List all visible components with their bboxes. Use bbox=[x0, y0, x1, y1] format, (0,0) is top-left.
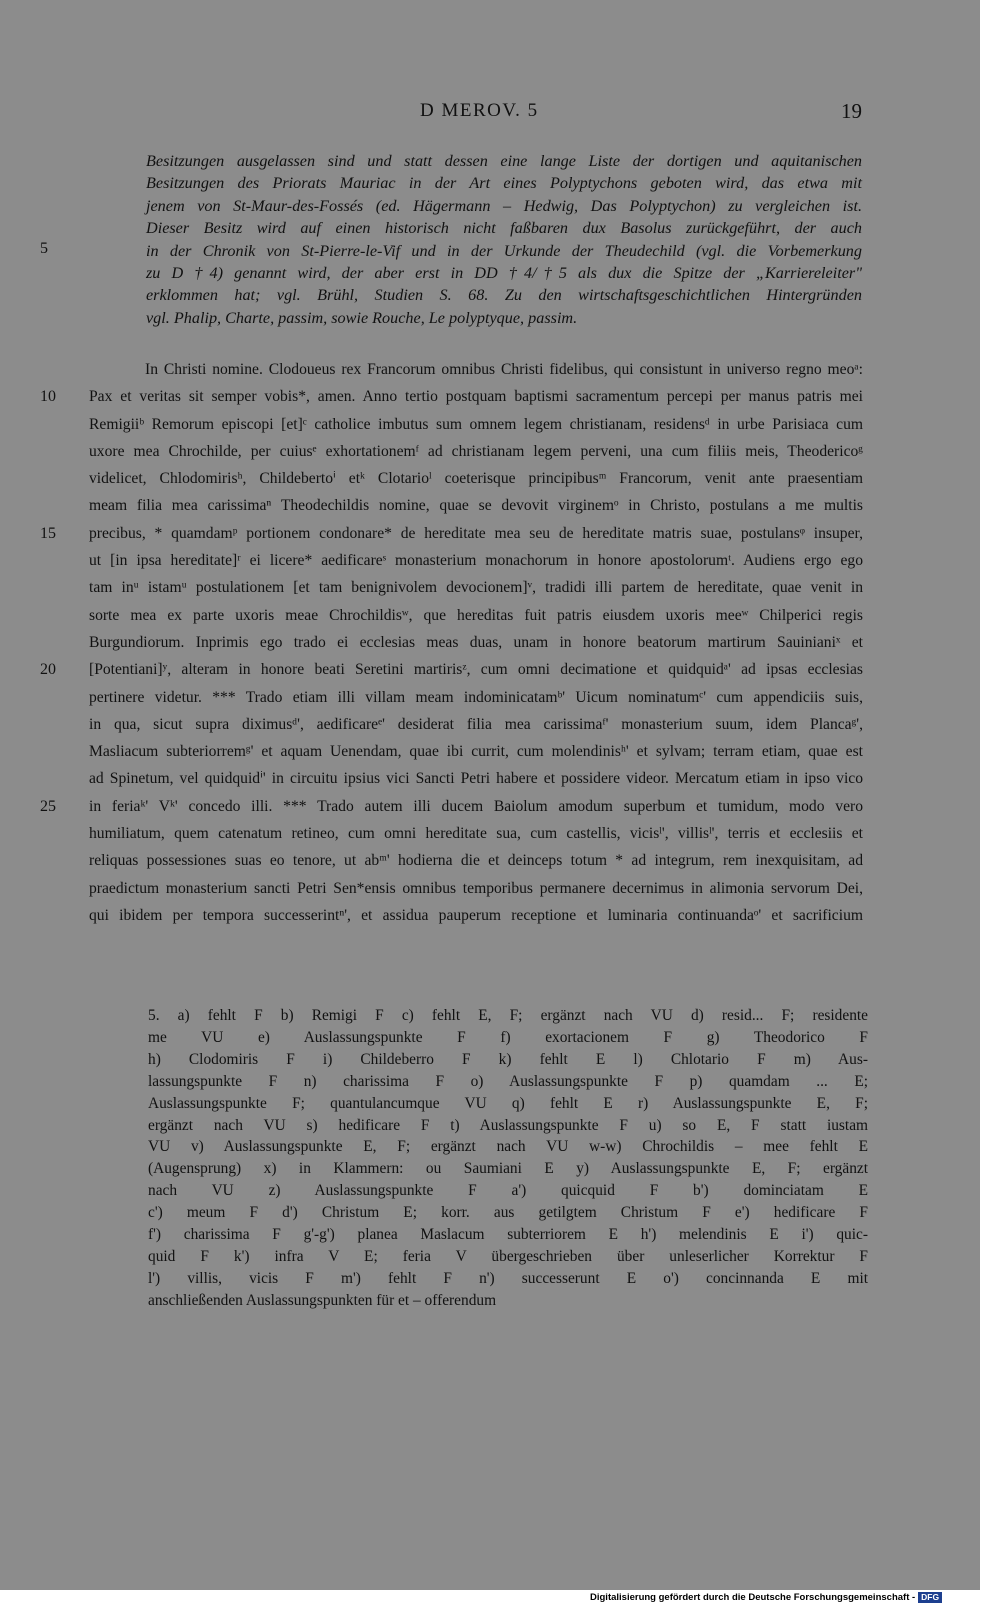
apparatus-line: Auslassungspunkte F; quantulancumque VU q) fehlt E r) Auslassungspunkte E, F; bbox=[148, 1094, 868, 1112]
intro-line: erklommen hat; vgl. Brühl, Studien S. 68. Zu den wirtschaftsgeschichtlichen Hintergründen bbox=[146, 286, 862, 305]
line-number: 20 bbox=[40, 661, 56, 678]
apparatus-line: me VU e) Auslassungspunkte F f) exortacionem F g) Theodorico F bbox=[148, 1028, 868, 1046]
intro-line: Besitzungen ausgelassen sind und statt dessen eine lange Liste der dortigen und aquitanischen bbox=[146, 152, 862, 170]
line-number: 10 bbox=[40, 388, 56, 405]
dfg-logo: DFG bbox=[918, 1592, 942, 1603]
intro-line: in der Chronik von St-Pierre-le-Vif und in der Urkunde der Theudechild (vgl. die Vorbemerkung bbox=[146, 241, 862, 260]
apparatus-line: f') charissima F g'-g') planea Maslacum subterriorem E h') melendinis E i') quic- bbox=[148, 1226, 868, 1244]
charter-line: in qua, sicut supra diximusᵈ', aedificareᵉ' desiderat filia mea carissimaᶠ' monasterium suum, idem Plancaᵍ', bbox=[89, 715, 863, 733]
apparatus-line: anschließenden Auslassungspunkten für et – offerendum bbox=[148, 1291, 497, 1309]
intro-line: Besitzungen des Priorats Mauriac in der Art eines Polyptychons geboten wird, das etwa mit bbox=[146, 174, 862, 193]
charter-line: uxore mea Chrochilde, per cuiusᵉ exhortationemᶠ ad christianam legem perveni, una cum filiis meis, Theodericoᵍ bbox=[89, 442, 863, 460]
intro-line: zu D †4) genannt wird, der aber erst in DD †4/†5 als dux die Spitze der „Karriereleiter" bbox=[146, 264, 862, 283]
charter-line: Masliacum subteriorremᵍ' et aquam Uenendam, quae ibi currit, cum molendinisʰ' et sylvam; terram etiam, quae est bbox=[89, 743, 863, 761]
charter-line: In Christi nomine. Clodoueus rex Francorum omnibus Christi fidelibus, qui consistunt in universo regno meoᵃ: bbox=[145, 361, 863, 378]
apparatus-line: VU v) Auslassungspunkte E, F; ergänzt nach VU w-w) Chrochildis – mee fehlt E bbox=[148, 1138, 868, 1156]
line-number: 15 bbox=[40, 525, 56, 542]
apparatus-line: h) Clodomiris F i) Childeberro F k) fehlt E l) Chlotario F m) Aus- bbox=[148, 1050, 868, 1068]
intro-line: jenem von St-Maur-des-Fossés (ed. Hägermann – Hedwig, Das Polyptychon) zu vergleichen ist. bbox=[146, 196, 862, 215]
apparatus-line: nach VU z) Auslassungspunkte F a') quicquid F b') dominciatam E bbox=[148, 1182, 868, 1200]
charter-text bbox=[89, 356, 863, 929]
intro-line: vgl. Phalip, Charte, passim, sowie Rouche, Le polyptyque, passim. bbox=[146, 308, 578, 327]
apparatus-line: quid F k') infra V E; feria V übergeschrieben über unleserlicher Korrektur F bbox=[148, 1247, 868, 1265]
footer-credit bbox=[590, 1592, 942, 1603]
charter-line: reliquas possessiones suas eo tenore, ut abᵐ' hodierna die et deinceps totum * ad integrum, rem inexquisitam, ad bbox=[89, 852, 863, 870]
charter-line: Remigiiᵇ Remorum episcopi [et]ᶜ catholice imbutus sum omnem legem christianam, residensᵈ in urbe Parisiaca cum bbox=[89, 415, 863, 433]
charter-line: videlicet, Chlodomirisʰ, Childebertoⁱ etᵏ Clotarioˡ coeterisque principibusᵐ Francorum, venit ante praesentiam bbox=[89, 470, 863, 488]
charter-line: qui ibidem per tempora successerintⁿ', et assidua pauperum receptione et luminaria continuandaᵒ' et sacrificium bbox=[89, 906, 863, 924]
charter-line: pertinere videtur. *** Trado etiam illi villam meam indominicatamᵇ' Uicum nominatumᶜ' cum appendiciis suis, bbox=[89, 688, 863, 706]
apparatus-line: 5. a) fehlt F b) Remigi F c) fehlt E, F; ergänzt nach VU d) resid... F; residente bbox=[148, 1007, 868, 1024]
intro-paragraph bbox=[146, 150, 862, 329]
line-number: 25 bbox=[40, 798, 56, 815]
charter-line: Pax et veritas sit semper vobis*, amen. Anno tertio postquam baptismi sacramentum percepi per manus patris mei bbox=[89, 388, 863, 406]
charter-line: tam inᵘ istamᵘ postulationem [et tam benignivolem devocionem]ᵛ, tradidi illi partem de hereditate, quae venit in bbox=[89, 579, 863, 597]
footer-text: Digitalisierung gefördert durch die Deutsche Forschungsgemeinschaft - bbox=[590, 1592, 916, 1604]
apparatus-line: (Augensprung) x) in Klammern: ou Saumiani E y) Auslassungspunkte E, F; ergänzt bbox=[148, 1160, 868, 1178]
apparatus-line: l') villis, vicis F m') fehlt F n') successerunt E o') concinnanda E mit bbox=[148, 1269, 868, 1287]
apparatus-line: lassungspunkte F n) charissima F o) Auslassungspunkte F p) quamdam ... E; bbox=[148, 1072, 868, 1090]
critical-apparatus bbox=[148, 1005, 868, 1312]
charter-line: precibus, * quamdamᵖ portionem condonare* de hereditate mea seu de hereditate matris suae, postulansᵠ insuper, bbox=[89, 524, 863, 542]
charter-line: meam filia mea carissimaⁿ Theodechildis nomine, quae se devovit virginemᵒ in Christo, postulans a me multis bbox=[89, 497, 863, 515]
page-header-title: D MEROV. 5 bbox=[420, 100, 539, 121]
charter-line: in feriaᵏ' Vᵏ' concedo illi. *** Trado autem illi ducem Baiolum amodum superbum et tumidum, modo vero bbox=[89, 797, 863, 815]
charter-line: ad Spinetum, vel quidquidⁱ' in circuitu ipsius vici Sancti Petri habere et possidere videor. Mercatum etiam in ipso vico bbox=[89, 770, 863, 788]
charter-line: [Potentiani]ʸ, alteram in honore beati Seretini martirisᶻ, cum omni decimatione et quidquidᵃ' ad ipsas ecclesias bbox=[89, 661, 863, 679]
charter-line: praedictum monasterium sancti Petri Sen*ensis omnibus temporibus permanere decernimus in alimonia servorum Dei, bbox=[89, 879, 863, 897]
charter-line: ut [in ipsa hereditate]ʳ ei licere* aedificareˢ monasterium monachorum in honore apostolorumᵗ. Audiens ergo ego bbox=[89, 552, 863, 570]
charter-line: sorte mea ex parte uxoris meae Chrochildisʷ, que hereditas fuit patris eiusdem uxoris meeʷ Chilperici regis bbox=[89, 606, 863, 624]
apparatus-line: ergänzt nach VU s) hedificare F t) Auslassungspunkte F u) so E, F statt iustam bbox=[148, 1116, 868, 1134]
page-number: 19 bbox=[841, 99, 862, 123]
charter-line: humiliatum, quem catenatum retineo, cum omni hereditate sua, cum castellis, vicisˡ', villisˡ', terris et ecclesiis et bbox=[89, 825, 863, 843]
apparatus-line: c') meum F d') Christum E; korr. aus getilgtem Christum F e') hedificare F bbox=[148, 1204, 868, 1222]
charter-line: Burgundiorum. Inprimis ego trado ei ecclesias meas duas, unam in honore beatorum martirum Sauinianiˣ et bbox=[89, 633, 863, 651]
intro-line: Dieser Besitz wird auf einen historisch nicht faßbaren dux Basolus zurückgeführt, der auch bbox=[146, 219, 862, 238]
line-number: 5 bbox=[40, 240, 48, 257]
